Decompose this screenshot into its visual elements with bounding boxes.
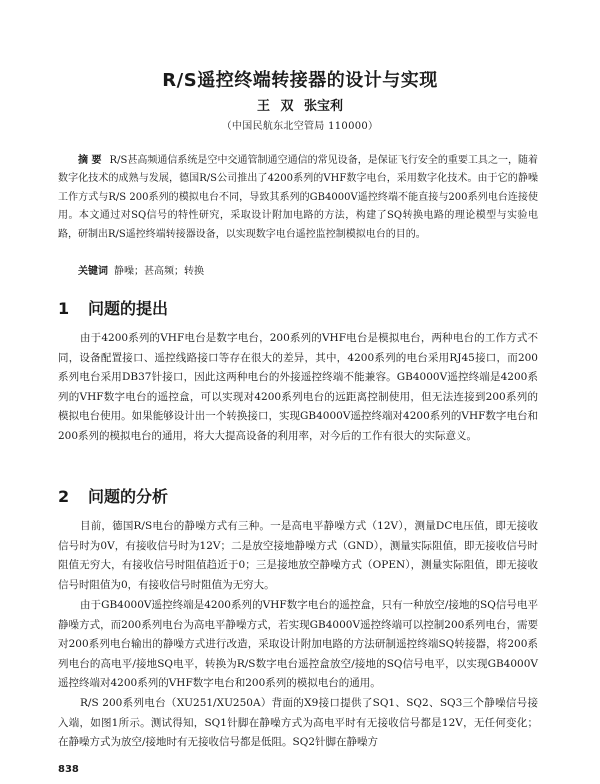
abstract — [58, 152, 538, 244]
keywords-label: 关键词 — [78, 266, 108, 277]
section-1-paragraph: 由于4200系列的VHF电台是数字电台，200系列的VHF电台是模拟电台，两种电台的工作方式不同，设备配置接口、遥控线路接口等存在很大的差异，其中，4200系列的电台采用RJ45接口，而200系列电台采用DB37针接口，因此这两种电台的外接遥控终端不能兼容。GB4000V遥控终端是4200系列的VHF数字电台的遥控盒，可以实现对4200系列电台的远距离控制使用，但无法连接到200系列的模拟电台使用。如果能够设计出一个转换接口，实现GB4000V遥控终端对4200系列的VHF数字电台和200系列的模拟电台的通用，将大大提高设备的利用率，对今后的工作有很大的实际意义。 — [58, 332, 538, 442]
section-2-paragraph-1: 目前，德国R/S电台的静噪方式有三种。一是高电平静噪方式（12V），测量DC电压值，即无接收信号时为0V，有接收信号时为12V；二是放空接地静噪方式（GND），测量实际阻值，即无接收信号时阻值无穷大，有接收信号时阻值趋近于0；三是接地放空静噪方式（OPEN），测量实际阻值，即无接收信号时阻值为0，有接收信号时阻值为无穷大。 — [58, 520, 538, 591]
section-2-title: 问题的分析 — [88, 487, 169, 506]
section-1-heading — [58, 296, 168, 319]
keywords-text: 静噪；甚高频；转换 — [114, 266, 204, 277]
page-number: 838 — [58, 764, 79, 775]
paper-title: R/S遥控终端转接器的设计与实现 — [162, 70, 438, 91]
abstract-label: 摘 要 — [78, 155, 102, 166]
keywords — [78, 262, 204, 277]
section-1-number: 1 — [58, 299, 70, 318]
abstract-text: R/S甚高频通信系统是空中交通管制通空通信的常见设备，是保证飞行安全的重要工具之一，随着数字化技术的成熟与发展，德国R/S公司推出了4200系列的VHF数字电台，采用数字化技术。由于它的静噪工作方式与R/S 200系列的模拟电台不同，导致其系列的GB4000V遥控终端不能直接与200系列电台连接使用。本文通过对SQ信号的特性研究，采取设计附加电路的方法，构建了SQ转换电路的理论模型与实验电路，研制出R/S遥控终端转接器设备，以实现数字电台遥控监控制模拟电台的目的。 — [58, 155, 539, 240]
section-2-number: 2 — [58, 487, 70, 506]
paper-authors: 王 双 张宝利 — [256, 99, 344, 114]
section-2-paragraph-2: 由于GB4000V遥控终端是4200系列的VHF数字电台的遥控盒，只有一种放空/接地的SQ信号电平静噪方式，而200系列电台为高电平静噪方式，若实现GB4000V遥控终端可以控制200系列电台，需要对200系列电台输出的静噪方式进行改造，采取设计附加电路的方法研制遥控终端SQ转接器，将200系列电台的高电平/接地SQ电平，转换为R/S数字电台遥控盒放空/接地的SQ信号电平，以实现GB4000V遥控终端对4200系列的VHF数字电台和200系列的模拟电台的通用。 — [58, 599, 538, 690]
section-2-paragraph-3: R/S 200系列电台（XU251/XU250A）背面的X9接口提供了SQ1、SQ2、SQ3三个静噪信号接入端，如图1所示。测试得知，SQ1针脚在静噪方式为高电平时有无接收信号都是12V，无任何变化；在静噪方式为放空/接地时有无接收信号都是低阻。SQ2针脚在静噪方 — [58, 697, 538, 749]
section-1-title: 问题的提出 — [88, 299, 169, 318]
section-2-heading — [58, 484, 168, 507]
paper-affiliation: （中国民航东北空管局 110000） — [221, 121, 379, 132]
